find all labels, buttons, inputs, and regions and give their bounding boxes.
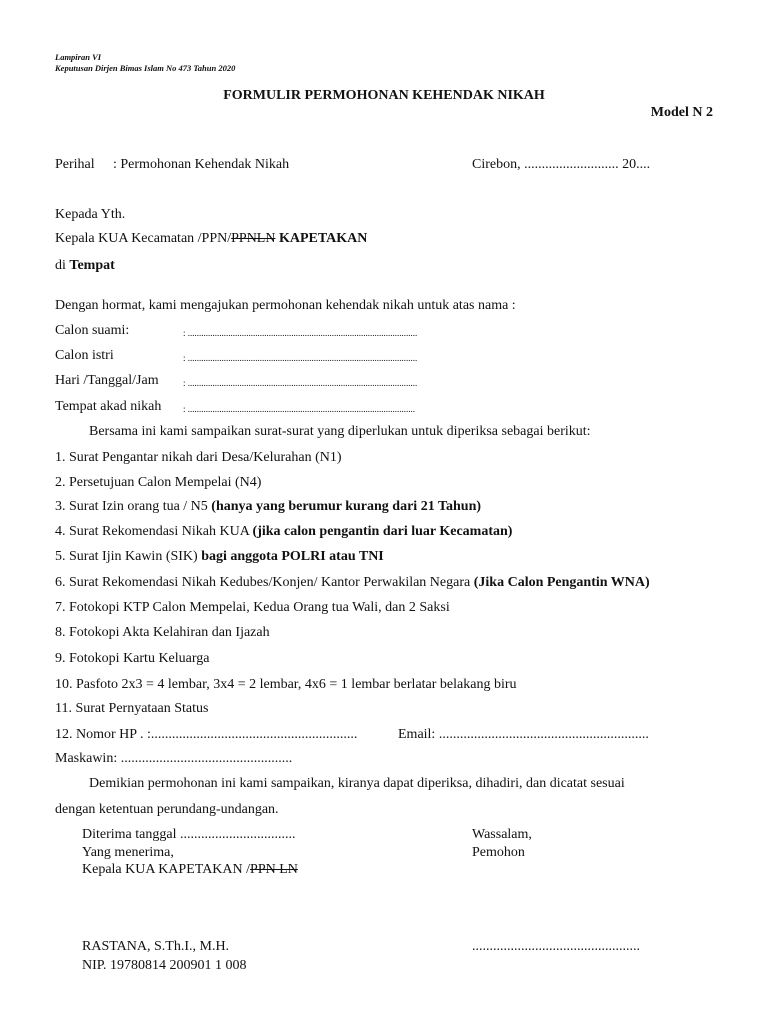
signer-nip: NIP. 19780814 200901 1 008 <box>82 958 247 973</box>
wassalam-label: Wassalam, <box>472 827 532 842</box>
nomor-hp-field: 12. Nomor HP . :........................................................... <box>55 727 358 742</box>
documents-intro: Bersama ini kami sampaikan surat-surat yang diperlukan untuk diperiksa sebagai berikut: <box>89 424 591 439</box>
kepala-kua-strike: PPN LN <box>250 862 298 877</box>
kepala-kua-prefix: Kepala KUA KAPETAKAN / <box>82 862 251 877</box>
document-item: 1. Surat Pengantar nikah dari Desa/Kelurahan (N1) <box>55 450 342 465</box>
field-label-calon-suami: Calon suami: <box>55 323 130 338</box>
document-item: 11. Surat Pernyataan Status <box>55 701 209 716</box>
kepala-strike: PPNLN <box>231 231 276 246</box>
form-title: FORMULIR PERMOHONAN KEHENDAK NIKAH <box>223 88 545 103</box>
email-field: Email: ............................................................ <box>398 727 649 742</box>
kepala-prefix: Kepala KUA Kecamatan /PPN/ <box>55 231 232 246</box>
field-label-hari-tanggal: Hari /Tanggal/Jam <box>55 373 159 388</box>
model-label: Model N 2 <box>650 105 713 120</box>
field-value-calon-suami: : ...................................................................................................... <box>183 328 418 338</box>
tempat-label: Tempat <box>69 258 115 273</box>
city-date: Cirebon, ........................... 20.... <box>472 157 651 172</box>
keputusan-label: Keputusan Dirjen Bimas Islam No 473 Tahun 2020 <box>55 63 236 73</box>
pemohon-sign-line: ................................................ <box>472 939 640 954</box>
kepada-yth: Kepada Yth. <box>55 207 126 222</box>
kepala-location: KAPETAKAN <box>278 231 368 246</box>
document-item: 2. Persetujuan Calon Mempelai (N4) <box>55 475 262 490</box>
field-label-tempat-akad: Tempat akad nikah <box>55 399 162 414</box>
maskawin-field: Maskawin: ................................................. <box>55 751 293 766</box>
field-value-hari-tanggal: : ...................................................................................................... <box>183 378 418 388</box>
document-item: 4. Surat Rekomendasi Nikah KUA (jika calon pengantin dari luar Kecamatan) <box>55 524 513 539</box>
document-item: 7. Fotokopi KTP Calon Mempelai, Kedua Orang tua Wali, dan 2 Saksi <box>55 600 450 615</box>
diterima-tanggal: Diterima tanggal ................................. <box>82 827 296 842</box>
field-value-calon-istri: : ...................................................................................................... <box>183 353 418 363</box>
signer-name: RASTANA, S.Th.I., M.H. <box>82 939 230 954</box>
perihal-label: Perihal <box>55 157 95 172</box>
document-item: 5. Surat Ijin Kawin (SIK) bagi anggota POLRI atau TNI <box>55 549 384 564</box>
pemohon-label: Pemohon <box>472 845 525 860</box>
document-item: 10. Pasfoto 2x3 = 4 lembar, 3x4 = 2 lembar, 4x6 = 1 lembar berlatar belakang biru <box>55 677 517 692</box>
di-tempat-line <box>55 258 115 274</box>
document-item: 9. Fotokopi Kartu Keluarga <box>55 651 210 666</box>
lampiran-label: Lampiran VI <box>55 52 102 62</box>
kepala-kua-line <box>55 231 367 247</box>
document-item: 3. Surat Izin orang tua / N5 (hanya yang berumur kurang dari 21 Tahun) <box>55 499 482 514</box>
closing-line-2: dengan ketentuan perundang-undangan. <box>55 802 279 817</box>
field-label-calon-istri: Calon istri <box>55 348 114 363</box>
kepala-kua-signature <box>82 862 298 878</box>
di-label: di <box>55 258 70 273</box>
document-item: 8. Fotokopi Akta Kelahiran dan Ijazah <box>55 625 270 640</box>
field-value-tempat-akad: : ..................................................................................................... <box>183 404 416 414</box>
closing-line-1: Demikian permohonan ini kami sampaikan, kiranya dapat diperiksa, dihadiri, dan dicatat sesuai <box>89 776 625 791</box>
yang-menerima: Yang menerima, <box>82 845 174 860</box>
perihal-value: : Permohonan Kehendak Nikah <box>113 157 290 172</box>
document-item: 6. Surat Rekomendasi Nikah Kedubes/Konjen/ Kantor Perwakilan Negara (Jika Calon Pengantin WNA) <box>55 575 650 590</box>
intro-text: Dengan hormat, kami mengajukan permohonan kehendak nikah untuk atas nama : <box>55 298 516 313</box>
